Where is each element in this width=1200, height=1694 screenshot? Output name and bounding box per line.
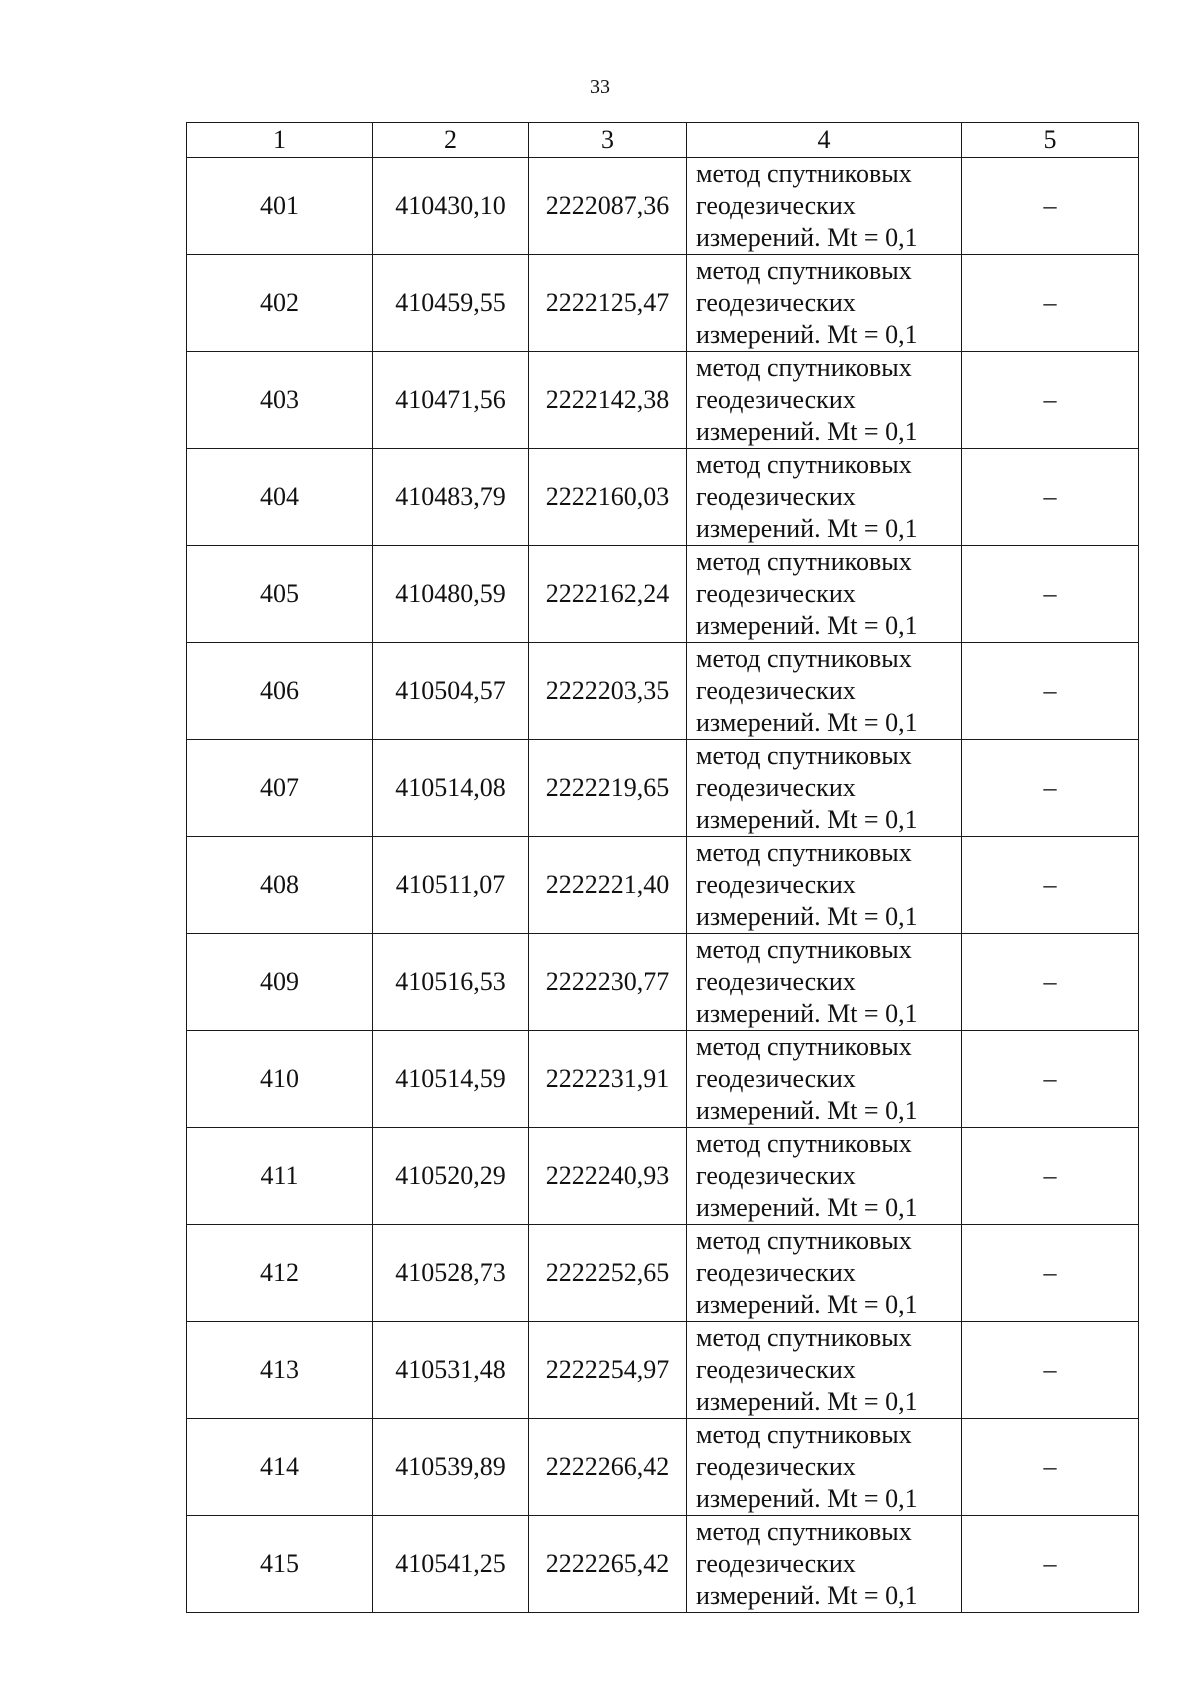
method-line: измерений. Mt = 0,1	[696, 611, 918, 640]
method-line: измерений. Mt = 0,1	[696, 1581, 918, 1610]
y-coordinate-cell: 2222254,97	[529, 1322, 687, 1419]
y-coordinate-cell: 2222265,42	[529, 1516, 687, 1613]
note-cell: –	[962, 449, 1139, 546]
note-cell: –	[962, 1516, 1139, 1613]
method-cell	[687, 352, 962, 449]
point-number-cell: 408	[187, 837, 373, 934]
coordinates-table	[186, 122, 1139, 1613]
y-coordinate-cell: 2222252,65	[529, 1225, 687, 1322]
y-coordinate-cell: 2222087,36	[529, 158, 687, 255]
table-row	[187, 1225, 1139, 1322]
note-cell: –	[962, 546, 1139, 643]
x-coordinate-cell: 410514,08	[373, 740, 529, 837]
method-cell	[687, 449, 962, 546]
point-number-cell: 415	[187, 1516, 373, 1613]
note-cell: –	[962, 1419, 1139, 1516]
point-number-cell: 413	[187, 1322, 373, 1419]
note-cell: –	[962, 255, 1139, 352]
method-cell	[687, 255, 962, 352]
method-line: измерений. Mt = 0,1	[696, 223, 918, 252]
method-line: геодезических	[696, 1161, 856, 1190]
point-number-cell: 403	[187, 352, 373, 449]
method-cell	[687, 158, 962, 255]
method-line: метод спутниковых	[696, 159, 912, 188]
table-row	[187, 158, 1139, 255]
method-line: геодезических	[696, 1064, 856, 1093]
note-cell: –	[962, 934, 1139, 1031]
method-line: метод спутниковых	[696, 1129, 912, 1158]
method-line: геодезических	[696, 482, 856, 511]
note-cell: –	[962, 1225, 1139, 1322]
y-coordinate-cell: 2222162,24	[529, 546, 687, 643]
x-coordinate-cell: 410520,29	[373, 1128, 529, 1225]
table-row	[187, 740, 1139, 837]
table-row	[187, 546, 1139, 643]
method-line: измерений. Mt = 0,1	[696, 1484, 918, 1513]
x-coordinate-cell: 410459,55	[373, 255, 529, 352]
note-cell: –	[962, 740, 1139, 837]
x-coordinate-cell: 410511,07	[373, 837, 529, 934]
method-line: измерений. Mt = 0,1	[696, 902, 918, 931]
method-cell	[687, 1031, 962, 1128]
y-coordinate-cell: 2222203,35	[529, 643, 687, 740]
y-coordinate-cell: 2222230,77	[529, 934, 687, 1031]
method-line: геодезических	[696, 773, 856, 802]
method-cell	[687, 1419, 962, 1516]
method-line: метод спутниковых	[696, 547, 912, 576]
method-line: метод спутниковых	[696, 256, 912, 285]
table-body	[187, 158, 1139, 1613]
method-line: геодезических	[696, 967, 856, 996]
y-coordinate-cell: 2222240,93	[529, 1128, 687, 1225]
method-line: метод спутниковых	[696, 935, 912, 964]
note-cell: –	[962, 643, 1139, 740]
method-cell	[687, 1225, 962, 1322]
table-row	[187, 255, 1139, 352]
table-row	[187, 1419, 1139, 1516]
method-line: измерений. Mt = 0,1	[696, 1290, 918, 1319]
method-line: метод спутниковых	[696, 1323, 912, 1352]
point-number-cell: 414	[187, 1419, 373, 1516]
method-cell	[687, 740, 962, 837]
x-coordinate-cell: 410531,48	[373, 1322, 529, 1419]
x-coordinate-cell: 410539,89	[373, 1419, 529, 1516]
method-line: измерений. Mt = 0,1	[696, 320, 918, 349]
method-line: измерений. Mt = 0,1	[696, 1387, 918, 1416]
note-cell: –	[962, 352, 1139, 449]
method-line: геодезических	[696, 676, 856, 705]
method-line: метод спутниковых	[696, 353, 912, 382]
table-row	[187, 1516, 1139, 1613]
method-line: метод спутниковых	[696, 1517, 912, 1546]
header-cell-1: 1	[187, 123, 373, 158]
method-line: метод спутниковых	[696, 741, 912, 770]
method-line: метод спутниковых	[696, 838, 912, 867]
method-line: геодезических	[696, 1452, 856, 1481]
note-cell: –	[962, 1322, 1139, 1419]
y-coordinate-cell: 2222142,38	[529, 352, 687, 449]
method-line: геодезических	[696, 1549, 856, 1578]
table-header-row	[187, 123, 1139, 158]
page-number: 33	[590, 76, 610, 98]
table-row	[187, 1322, 1139, 1419]
method-line: измерений. Mt = 0,1	[696, 708, 918, 737]
y-coordinate-cell: 2222160,03	[529, 449, 687, 546]
method-line: метод спутниковых	[696, 450, 912, 479]
header-cell-2: 2	[373, 123, 529, 158]
x-coordinate-cell: 410471,56	[373, 352, 529, 449]
table-row	[187, 352, 1139, 449]
x-coordinate-cell: 410516,53	[373, 934, 529, 1031]
x-coordinate-cell: 410514,59	[373, 1031, 529, 1128]
table-row	[187, 934, 1139, 1031]
table-row	[187, 837, 1139, 934]
point-number-cell: 402	[187, 255, 373, 352]
method-line: геодезических	[696, 870, 856, 899]
method-cell	[687, 643, 962, 740]
point-number-cell: 405	[187, 546, 373, 643]
header-cell-4: 4	[687, 123, 962, 158]
x-coordinate-cell: 410528,73	[373, 1225, 529, 1322]
method-line: геодезических	[696, 1258, 856, 1287]
y-coordinate-cell: 2222125,47	[529, 255, 687, 352]
method-cell	[687, 1516, 962, 1613]
method-line: геодезических	[696, 191, 856, 220]
note-cell: –	[962, 837, 1139, 934]
method-line: метод спутниковых	[696, 1420, 912, 1449]
x-coordinate-cell: 410504,57	[373, 643, 529, 740]
note-cell: –	[962, 1031, 1139, 1128]
x-coordinate-cell: 410483,79	[373, 449, 529, 546]
method-line: измерений. Mt = 0,1	[696, 999, 918, 1028]
point-number-cell: 406	[187, 643, 373, 740]
point-number-cell: 409	[187, 934, 373, 1031]
method-line: измерений. Mt = 0,1	[696, 417, 918, 446]
method-line: измерений. Mt = 0,1	[696, 514, 918, 543]
table-row	[187, 1031, 1139, 1128]
table-row	[187, 643, 1139, 740]
x-coordinate-cell: 410430,10	[373, 158, 529, 255]
method-line: измерений. Mt = 0,1	[696, 1096, 918, 1125]
method-cell	[687, 1128, 962, 1225]
method-line: геодезических	[696, 579, 856, 608]
method-line: метод спутниковых	[696, 644, 912, 673]
method-line: геодезических	[696, 1355, 856, 1384]
table-row	[187, 1128, 1139, 1225]
method-line: геодезических	[696, 385, 856, 414]
method-line: измерений. Mt = 0,1	[696, 805, 918, 834]
point-number-cell: 410	[187, 1031, 373, 1128]
method-cell	[687, 934, 962, 1031]
method-cell	[687, 546, 962, 643]
table-row	[187, 449, 1139, 546]
point-number-cell: 412	[187, 1225, 373, 1322]
method-line: метод спутниковых	[696, 1032, 912, 1061]
point-number-cell: 401	[187, 158, 373, 255]
x-coordinate-cell: 410541,25	[373, 1516, 529, 1613]
note-cell: –	[962, 158, 1139, 255]
method-line: геодезических	[696, 288, 856, 317]
y-coordinate-cell: 2222266,42	[529, 1419, 687, 1516]
method-line: метод спутниковых	[696, 1226, 912, 1255]
header-cell-3: 3	[529, 123, 687, 158]
method-line: измерений. Mt = 0,1	[696, 1193, 918, 1222]
x-coordinate-cell: 410480,59	[373, 546, 529, 643]
y-coordinate-cell: 2222219,65	[529, 740, 687, 837]
point-number-cell: 411	[187, 1128, 373, 1225]
method-cell	[687, 837, 962, 934]
header-cell-5: 5	[962, 123, 1139, 158]
point-number-cell: 407	[187, 740, 373, 837]
y-coordinate-cell: 2222221,40	[529, 837, 687, 934]
method-cell	[687, 1322, 962, 1419]
y-coordinate-cell: 2222231,91	[529, 1031, 687, 1128]
note-cell: –	[962, 1128, 1139, 1225]
point-number-cell: 404	[187, 449, 373, 546]
